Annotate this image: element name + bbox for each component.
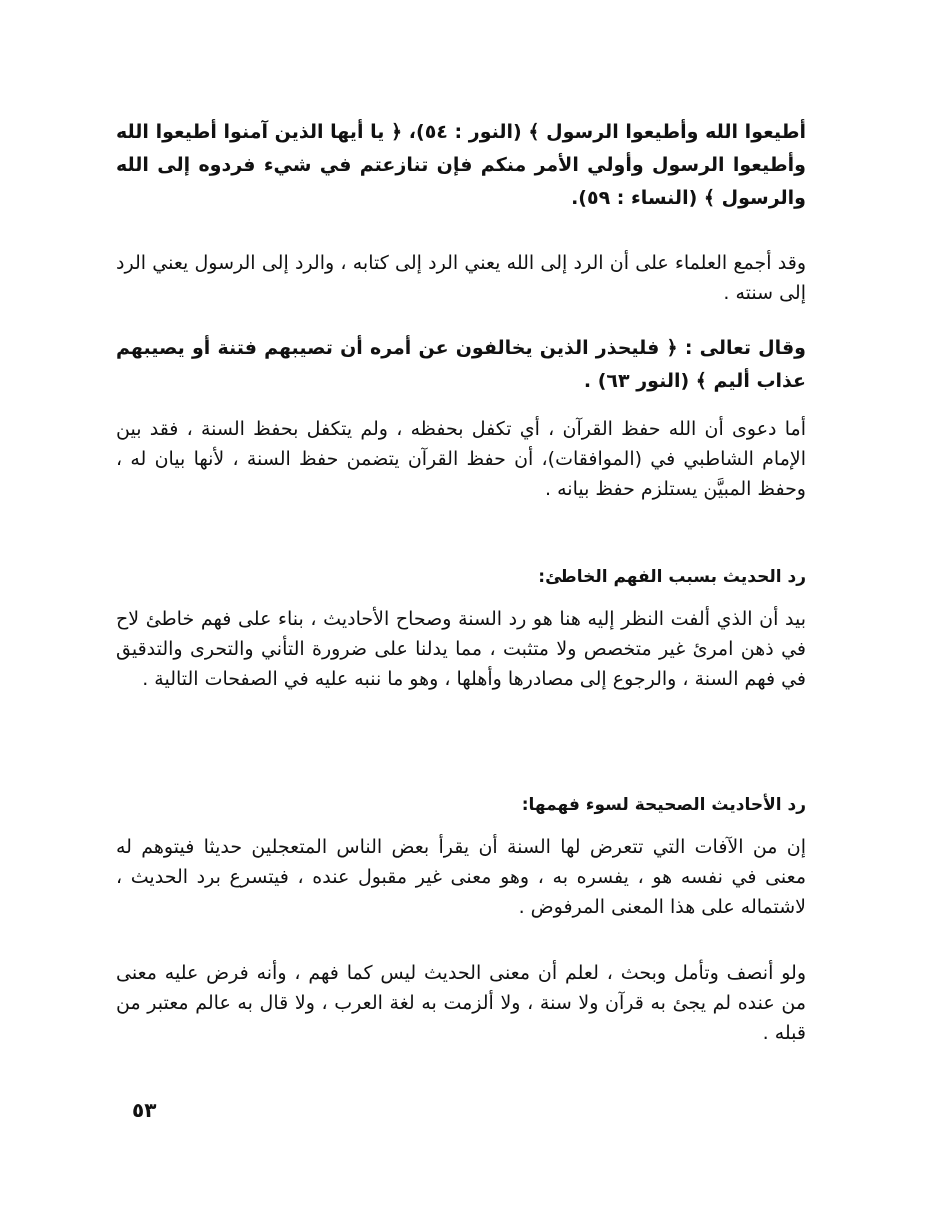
section-heading-rejecting-authentic: رد الأحاديث الصحيحة لسوء فهمها: [521, 795, 806, 815]
misunderstanding-paragraph: بيد أن الذي ألفت النظر إليه هنا هو رد السنة وصحاح الأحاديث ، بناء على فهم خاطئ لاح في ذهن امرئ غير متخصص ولا متثبت ، مما يدلنا على ضرورة التأني والتحرى والتدقيق في فهم السنة ، والرجوع إلى مصادرها وأهلها ، وهو ما ننبه عليه في الصفحات التالية . [116, 608, 806, 690]
fairness-paragraph: ولو أنصف وتأمل وبحث ، لعلم أن معنى الحديث ليس كما فهم ، وأنه فرض عليه معنى من عنده لم يجئ به قرآن ولا سنة ، ولا ألزمت به لغة العرب ، ولا قال به عالم معتبر من قبله . [116, 962, 806, 1044]
section-heading-misunderstanding: رد الحديث بسبب الفهم الخاطئ: [538, 567, 806, 587]
hasty-readers-paragraph: إن من الآفات التي تتعرض لها السنة أن يقرأ بعض الناس المتعجلين حديثا فيتوهم له معنى في نفسه هو ، يفسره به ، وهو معنى غير مقبول عنده ، فيتسرع برد الحديث ، لاشتماله على هذا المعنى المرفوض . [116, 836, 806, 918]
quran-warning-paragraph: وقال تعالى : ﴿ فليحذر الذين يخالفون عن أمره أن تصيبهم فتنة أو يصيبهم عذاب أليم ﴾ (النور ٦٣) . [116, 337, 806, 392]
quran-verses-paragraph: أطيعوا الله وأطيعوا الرسول ﴾ (النور : ٥٤)، ﴿ يا أيها الذين آمنوا أطيعوا الله وأطيعوا الرسول وأولي الأمر منكم فإن تنازعتم في شيء فردوه إلى الله والرسول ﴾ (النساء : ٥٩). [116, 121, 806, 209]
scholars-consensus-paragraph: وقد أجمع العلماء على أن الرد إلى الله يعني الرد إلى كتابه ، والرد إلى الرسول يعني الرد إلى سنته . [116, 252, 806, 304]
page-number: ٥٣ [132, 1098, 157, 1122]
preservation-claim-paragraph: أما دعوى أن الله حفظ القرآن ، أي تكفل بحفظه ، ولم يتكفل بحفظ السنة ، فقد بين الإمام الشاطبي في (الموافقات)، أن حفظ القرآن يتضمن حفظ السنة ، لأنها بيان له ، وحفظ المبيَّن يستلزم حفظ بيانه . [116, 418, 806, 500]
